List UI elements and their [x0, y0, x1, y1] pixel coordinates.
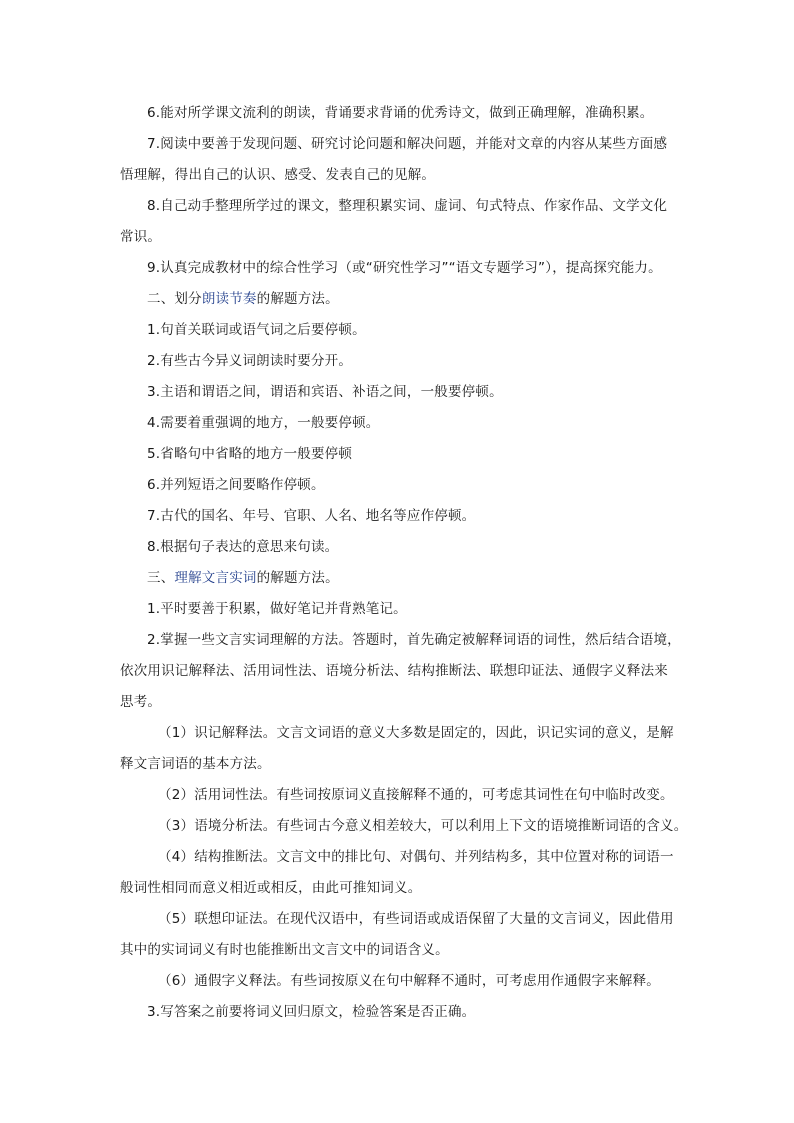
sub-item-2: （2）活用词性法。有些词按原词义直接解释不通的，可考虑其词性在句中临时改变。 [158, 787, 674, 803]
sub-item-5: （5）联想印证法。在现代汉语中，有些词语或成语保留了大量的文言词义，因此借用 [158, 911, 674, 927]
sub-item-1: （1）识记解释法。文言文词语的意义大多数是固定的，因此，识记实词的意义，是解 [158, 725, 674, 741]
section-heading-3 [147, 563, 339, 594]
paragraph-item-6: 6.能对所学课文流利的朗读，背诵要求背诵的优秀诗文，做到正确理解，准确积累。 [147, 105, 654, 121]
heading-keyword-link[interactable]: 理解文言实词 [174, 570, 257, 586]
sub-item-4-cont: 般词性相同而意义相近或相反，由此可推知词义。 [120, 880, 422, 896]
sub-item-3: （3）语境分析法。有些词古今意义相差较大，可以利用上下文的语境推断词语的含义。 [158, 818, 688, 834]
sub-item-4: （4）结构推断法。文言文中的排比句、对偶句、并列结构多，其中位置对称的词语一 [158, 849, 674, 865]
list-item: 3.写答案之前要将词义回归原文，检验答案是否正确。 [147, 1004, 476, 1020]
heading-keyword-link[interactable]: 朗读节奏 [201, 291, 257, 307]
heading-prefix: 三、 [147, 570, 175, 586]
list-item: 2.有些古今异义词朗读时要分开。 [147, 353, 353, 369]
list-item: 1.句首关联词或语气词之后要停顿。 [147, 322, 366, 338]
sub-item-6: （6）通假字义释法。有些词按原义在句中解释不通时，可考虑用作通假字来解释。 [158, 973, 660, 989]
section-heading-2 [147, 284, 339, 315]
paragraph-item-9: 9.认真完成教材中的综合性学习（或“研究性学习”“语文专题学习”），提高探究能力。 [147, 260, 662, 276]
sub-item-1-cont: 释文言词语的基本方法。 [120, 756, 271, 772]
list-item: 7.古代的国名、年号、官职、人名、地名等应作停顿。 [147, 508, 476, 524]
list-item-cont: 思考。 [120, 694, 162, 710]
heading-suffix: 的解题方法。 [256, 291, 339, 307]
list-item-cont: 依次用识记解释法、活用词性法、语境分析法、结构推断法、联想印证法、通假字义释法来 [120, 663, 668, 679]
list-item: 1.平时要善于积累，做好笔记并背熟笔记。 [147, 601, 407, 617]
heading-suffix: 的解题方法。 [256, 570, 339, 586]
sub-item-5-cont: 其中的实词词义有时也能推断出文言文中的词语含义。 [120, 942, 449, 958]
list-item: 3.主语和谓语之间，谓语和宾语、补语之间，一般要停顿。 [147, 384, 503, 400]
list-item: 2.掌握一些文言实词理解的方法。答题时，首先确定被解释词语的词性，然后结合语境， [147, 632, 681, 648]
paragraph-item-8-cont: 常识。 [120, 229, 162, 245]
list-item: 4.需要着重强调的地方，一般要停顿。 [147, 415, 380, 431]
list-item: 8.根据句子表达的意思来句读。 [147, 539, 339, 555]
heading-prefix: 二、划分 [147, 291, 202, 307]
list-item: 6.并列短语之间要略作停顿。 [147, 477, 325, 493]
list-item: 5.省略句中省略的地方一般要停顿 [147, 446, 353, 462]
paragraph-item-8: 8.自己动手整理所学过的课文，整理积累实词、虚词、句式特点、作家作品、文学文化 [147, 198, 668, 214]
paragraph-item-7: 7.阅读中要善于发现问题、研究讨论问题和解决问题，并能对文章的内容从某些方面感 [147, 136, 668, 152]
paragraph-item-7-cont: 悟理解，得出自己的认识、感受、发表自己的见解。 [120, 167, 436, 183]
